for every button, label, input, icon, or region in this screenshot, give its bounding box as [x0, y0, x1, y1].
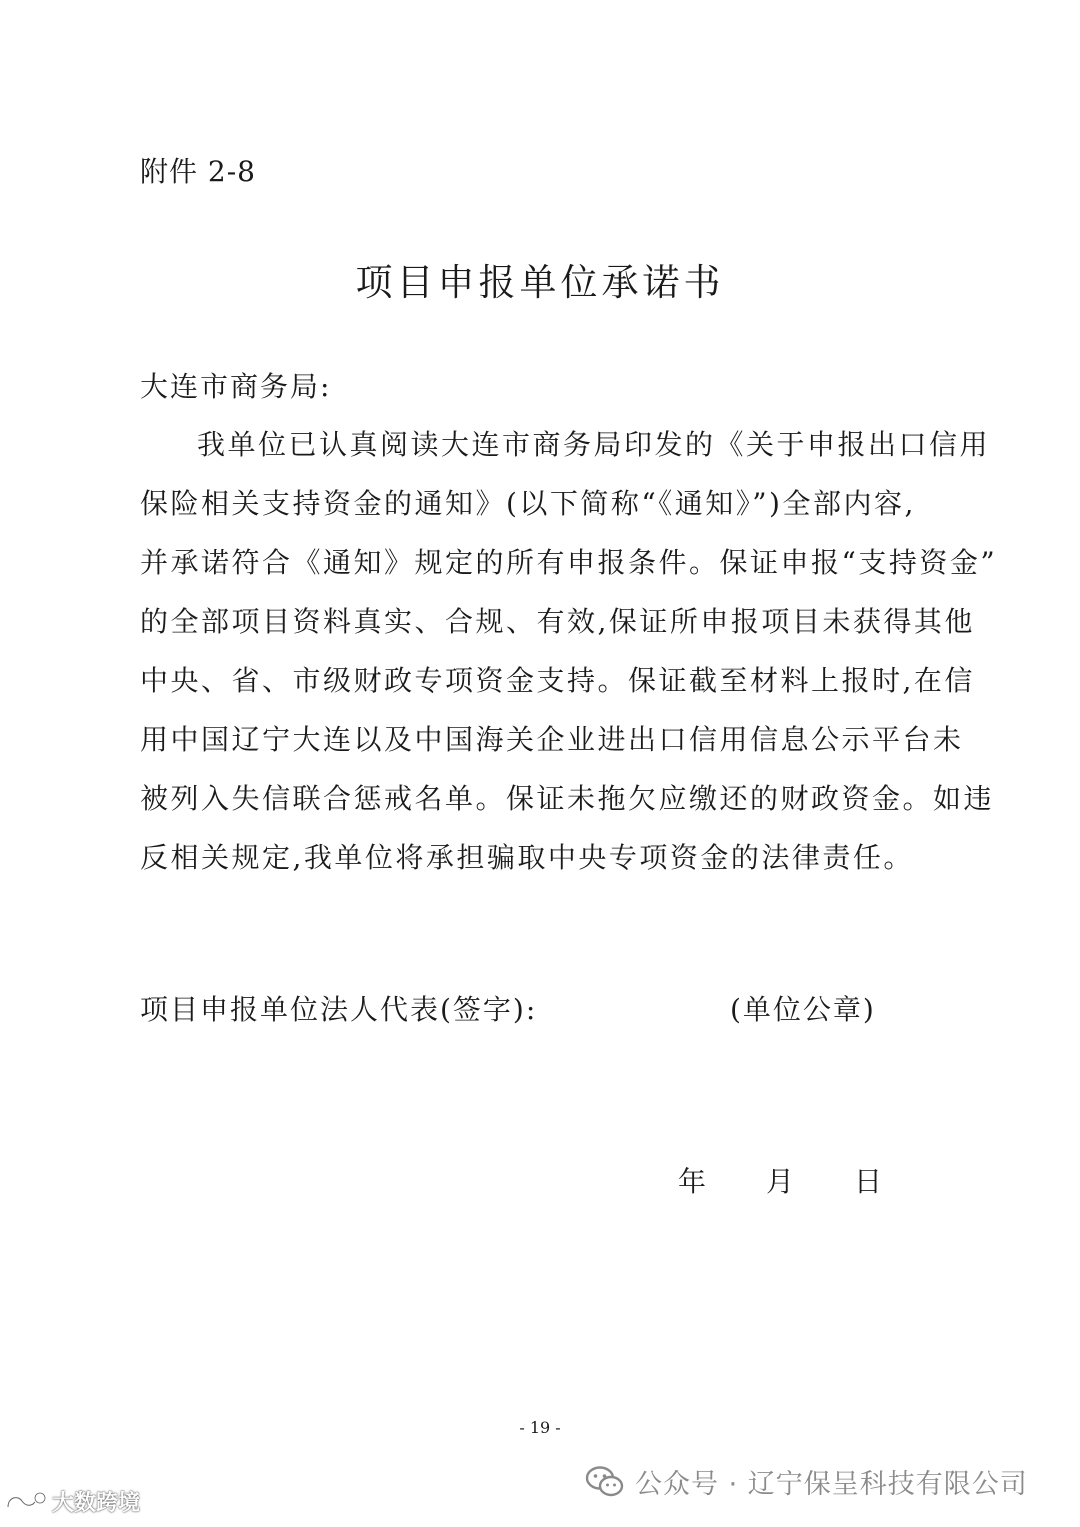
body-line: 我单位已认真阅读大连市商务局印发的《关于申报出口信用	[197, 428, 991, 461]
body-line: 中央、省、市级财政专项资金支持。保证截至材料上报时,在信	[140, 664, 975, 697]
body-line: 保险相关支持资金的通知》(以下简称“《通知》”)全部内容,	[140, 487, 916, 520]
date-year: 年	[678, 1165, 707, 1198]
document-title: 项目申报单位承诺书	[355, 261, 725, 304]
seal-label: (单位公章)	[730, 993, 876, 1026]
wechat-watermark-text: 公众号 · 辽宁保呈科技有限公司	[635, 1469, 1028, 1500]
date-month: 月	[766, 1165, 795, 1198]
wechat-icon	[585, 1465, 625, 1499]
corner-watermark	[4, 1486, 140, 1517]
body-line: 反相关规定,我单位将承担骗取中央专项资金的法律责任。	[140, 841, 914, 874]
addressee: 大连市商务局:	[140, 370, 332, 403]
wechat-watermark	[585, 1462, 1028, 1501]
body-line: 并承诺符合《通知》规定的所有申报条件。保证申报“支持资金”	[140, 546, 998, 579]
body-line: 的全部项目资料真实、合规、有效,保证所申报项目未获得其他	[140, 605, 975, 638]
attachment-label: 附件 2-8	[140, 155, 256, 188]
date-day: 日	[854, 1165, 883, 1198]
signature-label: 项目申报单位法人代表(签字):	[140, 993, 538, 1026]
page-number: - 19 -	[519, 1418, 561, 1437]
body-line: 被列入失信联合惩戒名单。保证未拖欠应缴还的财政资金。如违	[140, 782, 995, 815]
brand-logo-icon	[4, 1489, 48, 1515]
commitment-body	[140, 424, 998, 896]
body-line: 用中国辽宁大连以及中国海关企业进出口信用信息公示平台未	[140, 723, 964, 756]
corner-watermark-text: 大数跨境	[52, 1491, 141, 1516]
